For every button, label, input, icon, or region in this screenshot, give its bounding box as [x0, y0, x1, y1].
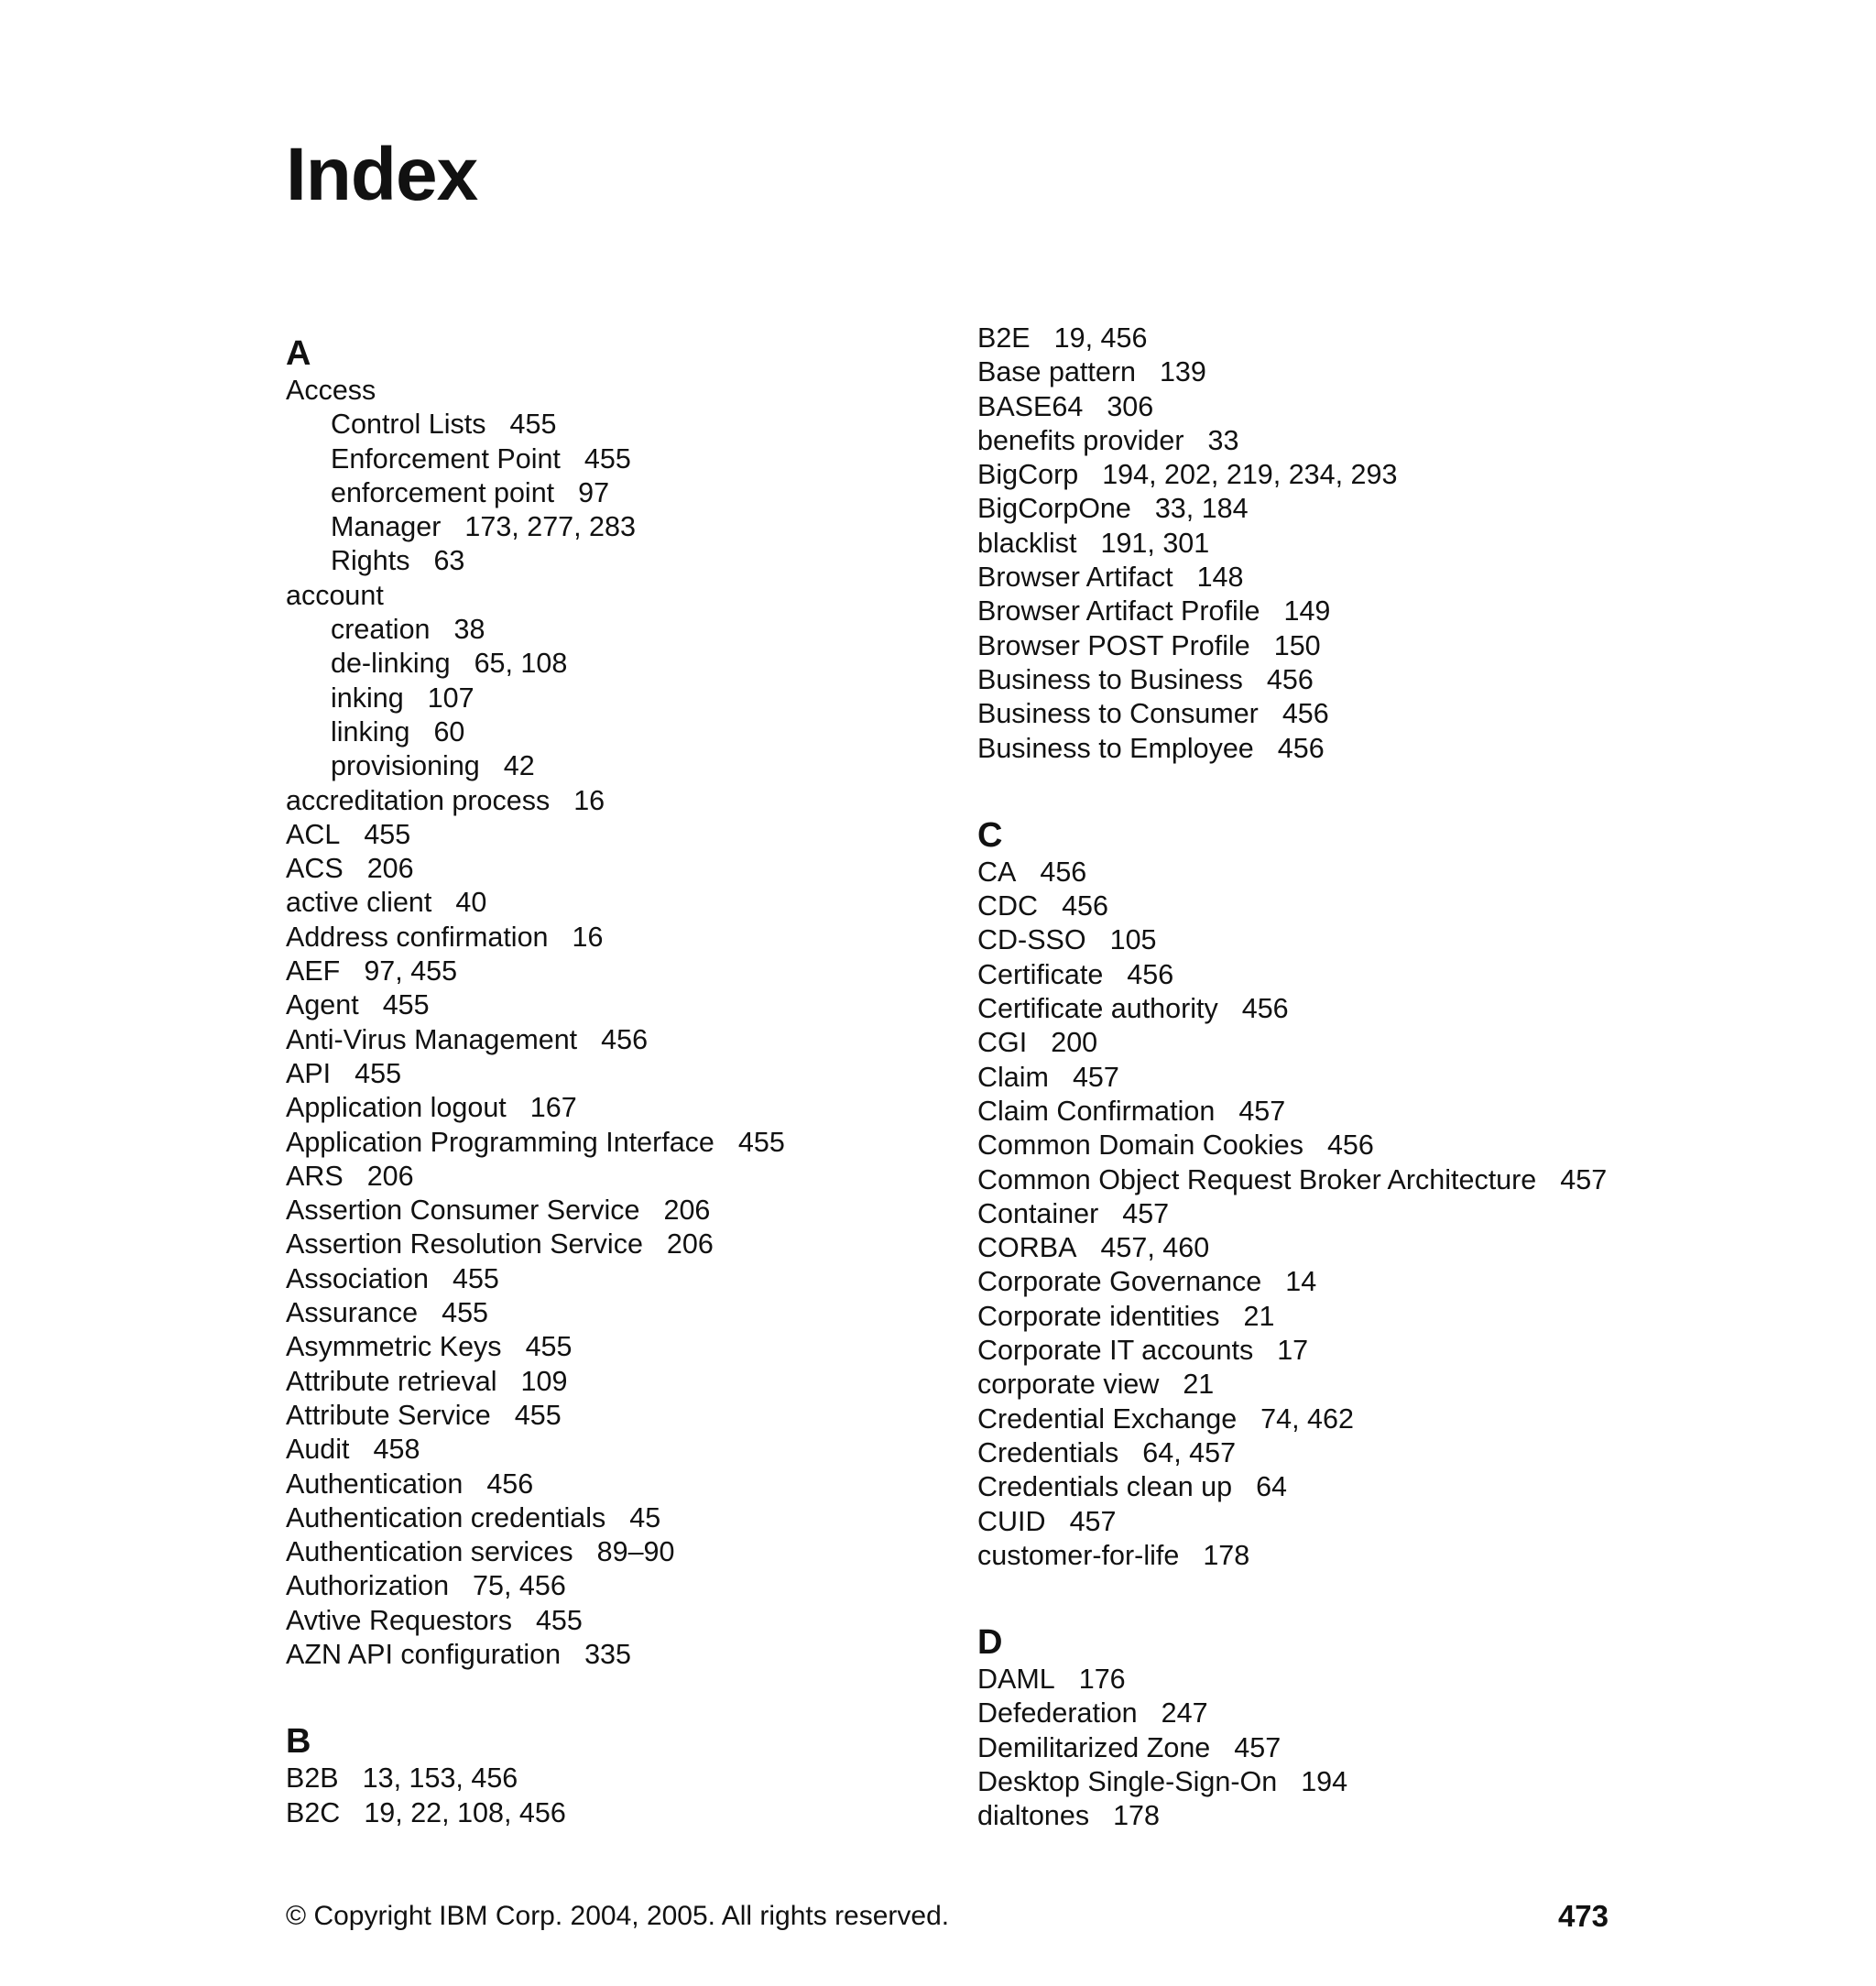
entry-pages: 149: [1283, 595, 1331, 627]
entry-pages: 457: [1234, 1731, 1282, 1763]
entry-term: Corporate Governance: [977, 1266, 1262, 1298]
entry-pages: 455: [382, 989, 430, 1021]
entry-term: Manager: [331, 511, 442, 543]
entry-pages: 456: [1040, 856, 1087, 888]
index-section: [977, 322, 1607, 766]
entry-pages: 38: [453, 614, 485, 646]
entry-term: API: [286, 1057, 332, 1089]
index-entry: [286, 1057, 785, 1091]
entry-pages: 456: [601, 1023, 649, 1055]
entry-pages: 206: [366, 1160, 414, 1192]
entry-term: ACL: [286, 818, 341, 850]
index-section: [977, 1620, 1607, 1833]
entry-term: Credentials clean up: [977, 1471, 1233, 1503]
entry-pages: 74, 462: [1260, 1402, 1354, 1435]
index-entry: [977, 561, 1607, 595]
entry-term: creation: [331, 614, 431, 646]
entry-term: Assertion Consumer Service: [286, 1195, 640, 1227]
index-entry: [286, 818, 785, 852]
entry-pages: 457: [1069, 1505, 1117, 1537]
entry-term: Assertion Resolution Service: [286, 1228, 643, 1260]
index-entry: [977, 1436, 1607, 1470]
entry-term: Rights: [331, 545, 410, 577]
entry-pages: 457: [1072, 1061, 1119, 1093]
index-entry: [977, 1765, 1607, 1799]
index-entry: [977, 1026, 1607, 1060]
entry-term: CDC: [977, 890, 1039, 922]
index-entry: [286, 1160, 785, 1194]
entry-term: Browser POST Profile: [977, 629, 1250, 661]
entry-term: Authentication services: [286, 1536, 573, 1568]
index-entry: [977, 458, 1607, 492]
index-entry: [977, 1129, 1607, 1162]
entry-pages: 14: [1285, 1266, 1317, 1298]
entry-pages: 75, 456: [473, 1570, 566, 1602]
entry-term: CORBA: [977, 1232, 1077, 1264]
index-entry: [286, 1796, 785, 1830]
entry-term: Common Object Request Broker Architecture: [977, 1163, 1537, 1195]
entry-term: Common Domain Cookies: [977, 1129, 1303, 1162]
entry-pages: 456: [1282, 698, 1329, 730]
index-entry: [286, 921, 785, 955]
index-entry: [977, 923, 1607, 957]
entry-pages: 456: [486, 1468, 534, 1500]
entry-term: AZN API configuration: [286, 1638, 562, 1670]
index-entry: [286, 1433, 785, 1467]
entry-term: customer-for-life: [977, 1539, 1180, 1571]
index-subentry: [286, 442, 785, 476]
entry-term: Address confirmation: [286, 921, 549, 953]
index-entry: [977, 1300, 1607, 1334]
entry-term: Access: [286, 375, 376, 406]
index-entry: [977, 1402, 1607, 1436]
entry-term: CA: [977, 856, 1017, 888]
entry-pages: 455: [452, 1262, 499, 1294]
index-entry: [977, 1061, 1607, 1095]
index-subentry: [286, 715, 785, 749]
index-entry: [286, 1638, 785, 1672]
index-entry: [286, 955, 785, 988]
index-subentry: [286, 510, 785, 544]
entry-term: Attribute Service: [286, 1399, 491, 1431]
entry-pages: 457: [1122, 1197, 1170, 1229]
entry-term: corporate view: [977, 1369, 1160, 1401]
index-entry: [286, 579, 785, 613]
entry-pages: 456: [1062, 890, 1108, 922]
entry-term: Business to Consumer: [977, 698, 1259, 730]
entry-pages: 178: [1203, 1539, 1250, 1571]
entry-term: Claim: [977, 1061, 1049, 1093]
entry-term: Assurance: [286, 1297, 419, 1329]
entry-pages: 64, 457: [1142, 1436, 1237, 1468]
entry-pages: 42: [503, 750, 535, 782]
index-section: [286, 332, 785, 1672]
entry-pages: 206: [366, 853, 414, 885]
entry-pages: 206: [663, 1195, 711, 1227]
index-entry: [286, 1330, 785, 1364]
index-subentry: [286, 544, 785, 578]
copyright-notice: © Copyright IBM Corp. 2004, 2005. All rights reserved.: [286, 1901, 950, 1931]
entry-pages: 455: [535, 1604, 583, 1636]
entry-pages: 200: [1051, 1027, 1098, 1059]
entry-pages: 16: [572, 921, 604, 953]
index-entry: [977, 1231, 1607, 1265]
entry-pages: 63: [433, 545, 465, 577]
index-entry: [286, 1468, 785, 1501]
page-title: Index: [286, 133, 478, 216]
entry-pages: 335: [584, 1638, 631, 1670]
entry-pages: 45: [629, 1501, 661, 1533]
entry-pages: 456: [1127, 958, 1174, 990]
entry-term: CUID: [977, 1505, 1046, 1537]
entry-term: DAML: [977, 1664, 1055, 1696]
entry-pages: 150: [1273, 629, 1321, 661]
entry-pages: 167: [529, 1092, 577, 1124]
entry-term: de-linking: [331, 648, 451, 680]
entry-pages: 21: [1183, 1369, 1215, 1401]
index-entry: [286, 1194, 785, 1228]
entry-pages: 457: [1238, 1095, 1286, 1127]
entry-term: Application Programming Interface: [286, 1126, 714, 1158]
index-entry: [286, 1604, 785, 1638]
index-entry: [977, 527, 1607, 561]
index-entry: [977, 595, 1607, 628]
entry-pages: 60: [433, 715, 465, 747]
index-subentry: [286, 647, 785, 681]
entry-pages: 17: [1277, 1335, 1309, 1367]
section-letter: A: [286, 334, 311, 373]
entry-term: Demilitarized Zone: [977, 1731, 1211, 1763]
index-entry: [977, 1663, 1607, 1697]
entry-term: Business to Employee: [977, 732, 1254, 764]
entry-term: B2B: [286, 1762, 339, 1795]
index-entry: [977, 1265, 1607, 1299]
entry-term: active client: [286, 887, 432, 919]
index-entry: [286, 1365, 785, 1399]
entry-pages: 455: [514, 1399, 562, 1431]
index-entry: [286, 1228, 785, 1261]
entry-pages: 206: [666, 1228, 714, 1260]
entry-term: B2E: [977, 322, 1031, 354]
index-entry: [977, 1163, 1607, 1197]
entry-pages: 457, 460: [1100, 1232, 1210, 1264]
index-entry: [977, 424, 1607, 458]
entry-pages: 455: [525, 1331, 573, 1363]
entry-pages: 33, 184: [1154, 493, 1249, 525]
entry-pages: 16: [573, 784, 605, 816]
index-section: [977, 813, 1607, 1573]
entry-pages: 458: [373, 1434, 420, 1466]
index-column-left: [286, 332, 785, 1878]
index-subentry: [286, 613, 785, 647]
index-entry: [977, 322, 1607, 355]
entry-term: AEF: [286, 955, 341, 988]
index-entry: [286, 374, 785, 408]
entry-pages: 306: [1107, 390, 1154, 422]
entry-term: Credentials: [977, 1436, 1119, 1468]
entry-term: enforcement point: [331, 476, 555, 508]
entry-pages: 33: [1207, 424, 1239, 456]
entry-term: accreditation process: [286, 784, 551, 816]
entry-pages: 65, 108: [474, 648, 568, 680]
entry-pages: 247: [1161, 1697, 1208, 1730]
entry-pages: 456: [1241, 993, 1289, 1025]
index-entry: [977, 1799, 1607, 1833]
index-entry: [286, 1535, 785, 1569]
index-entry: [286, 852, 785, 886]
index-entry: [286, 1126, 785, 1160]
entry-term: Avtive Requestors: [286, 1604, 512, 1636]
index-entry: [977, 1539, 1607, 1573]
entry-term: CD-SSO: [977, 924, 1086, 956]
index-entry: [977, 856, 1607, 889]
entry-term: Agent: [286, 989, 359, 1021]
page-number: 473: [1557, 1899, 1609, 1933]
entry-term: inking: [331, 682, 404, 714]
entry-term: Authorization: [286, 1570, 450, 1602]
entry-term: account: [286, 579, 384, 611]
entry-pages: 191, 301: [1100, 527, 1210, 559]
entry-term: Desktop Single-Sign-On: [977, 1765, 1278, 1797]
entry-pages: 21: [1243, 1300, 1275, 1332]
entry-pages: 64: [1256, 1471, 1287, 1503]
entry-term: provisioning: [331, 750, 480, 782]
index-entry: [286, 1296, 785, 1330]
index-subentry: [286, 408, 785, 442]
entry-term: Association: [286, 1262, 429, 1294]
entry-pages: 455: [584, 442, 631, 475]
entry-term: dialtones: [977, 1800, 1090, 1832]
index-entry: [286, 784, 785, 818]
entry-pages: 456: [1266, 663, 1314, 695]
entry-pages: 139: [1159, 356, 1206, 388]
section-letter: D: [977, 1623, 1003, 1663]
entry-term: Corporate IT accounts: [977, 1335, 1254, 1367]
index-entry: [286, 1023, 785, 1057]
index-entry: [977, 492, 1607, 526]
index-section: [286, 1719, 785, 1830]
entry-pages: 455: [737, 1126, 785, 1158]
index-entry: [977, 1731, 1607, 1765]
index-entry: [977, 1505, 1607, 1539]
index-entry: [286, 1399, 785, 1433]
entry-term: Audit: [286, 1434, 350, 1466]
entry-pages: 194: [1301, 1765, 1348, 1797]
entry-pages: 173, 277, 283: [464, 511, 636, 543]
index-subentry: [286, 476, 785, 510]
index-subentry: [286, 682, 785, 715]
entry-term: Credential Exchange: [977, 1402, 1238, 1435]
index-entry: [977, 355, 1607, 389]
entry-term: benefits provider: [977, 424, 1184, 456]
entry-term: Certificate authority: [977, 993, 1218, 1025]
index-entry: [286, 1091, 785, 1125]
entry-pages: 97, 455: [364, 955, 458, 988]
entry-term: blacklist: [977, 527, 1077, 559]
entry-pages: 456: [1277, 732, 1325, 764]
entry-term: Asymmetric Keys: [286, 1331, 502, 1363]
index-entry: [286, 1262, 785, 1296]
entry-pages: 19, 456: [1053, 322, 1148, 354]
index-entry: [977, 1197, 1607, 1231]
index-entry: [977, 1095, 1607, 1129]
entry-term: BASE64: [977, 390, 1084, 422]
entry-term: BigCorp: [977, 459, 1079, 491]
entry-pages: 97: [578, 476, 610, 508]
entry-pages: 148: [1196, 562, 1244, 594]
entry-term: Application logout: [286, 1092, 507, 1124]
entry-pages: 457: [1560, 1163, 1608, 1195]
index-entry: [977, 1697, 1607, 1730]
index-entry: [977, 390, 1607, 424]
entry-term: Enforcement Point: [331, 442, 561, 475]
entry-pages: 89–90: [596, 1536, 675, 1568]
index-subentry: [286, 749, 785, 783]
entry-term: Base pattern: [977, 356, 1136, 388]
index-entry: [286, 1501, 785, 1535]
entry-pages: 40: [455, 887, 487, 919]
entry-term: ARS: [286, 1160, 344, 1192]
entry-pages: 456: [1326, 1129, 1374, 1162]
index-entry: [977, 697, 1607, 731]
entry-term: Browser Artifact: [977, 562, 1173, 594]
entry-pages: 455: [509, 409, 557, 441]
index-entry: [977, 992, 1607, 1026]
section-letter: C: [977, 815, 1003, 855]
entry-term: Anti-Virus Management: [286, 1023, 578, 1055]
entry-term: CGI: [977, 1027, 1028, 1059]
index-entry: [286, 988, 785, 1022]
index-entry: [977, 1334, 1607, 1368]
entry-term: BigCorpOne: [977, 493, 1131, 525]
entry-term: Claim Confirmation: [977, 1095, 1216, 1127]
entry-pages: 178: [1113, 1800, 1160, 1832]
entry-pages: 455: [442, 1297, 488, 1329]
entry-term: Control Lists: [331, 409, 486, 441]
entry-pages: 13, 153, 456: [362, 1762, 518, 1795]
entry-term: Corporate identities: [977, 1300, 1220, 1332]
entry-pages: 19, 22, 108, 456: [364, 1796, 566, 1828]
entry-pages: 455: [354, 1057, 402, 1089]
index-entry: [977, 1368, 1607, 1402]
entry-term: Authentication: [286, 1468, 464, 1500]
entry-term: linking: [331, 715, 410, 747]
entry-term: Authentication credentials: [286, 1501, 606, 1533]
entry-term: Browser Artifact Profile: [977, 595, 1260, 627]
entry-term: Attribute retrieval: [286, 1365, 497, 1397]
entry-pages: 176: [1078, 1664, 1126, 1696]
entry-pages: 105: [1109, 924, 1157, 956]
entry-pages: 109: [520, 1365, 568, 1397]
index-entry: [977, 732, 1607, 766]
index-entry: [977, 889, 1607, 923]
index-entry: [977, 663, 1607, 697]
index-entry: [977, 958, 1607, 992]
index-entry: [286, 1762, 785, 1795]
entry-pages: 107: [427, 682, 474, 714]
index-entry: [286, 886, 785, 920]
index-entry: [977, 629, 1607, 663]
index-column-right: [977, 322, 1607, 1882]
entry-term: Business to Business: [977, 663, 1243, 695]
entry-term: ACS: [286, 853, 344, 885]
entry-term: Certificate: [977, 958, 1104, 990]
index-entry: [286, 1569, 785, 1603]
entry-pages: 455: [364, 818, 411, 850]
entry-term: Defederation: [977, 1697, 1138, 1730]
index-entry: [977, 1470, 1607, 1504]
entry-term: B2C: [286, 1796, 341, 1828]
entry-pages: 194, 202, 219, 234, 293: [1102, 459, 1398, 491]
section-letter: B: [286, 1722, 311, 1762]
entry-term: Container: [977, 1197, 1099, 1229]
